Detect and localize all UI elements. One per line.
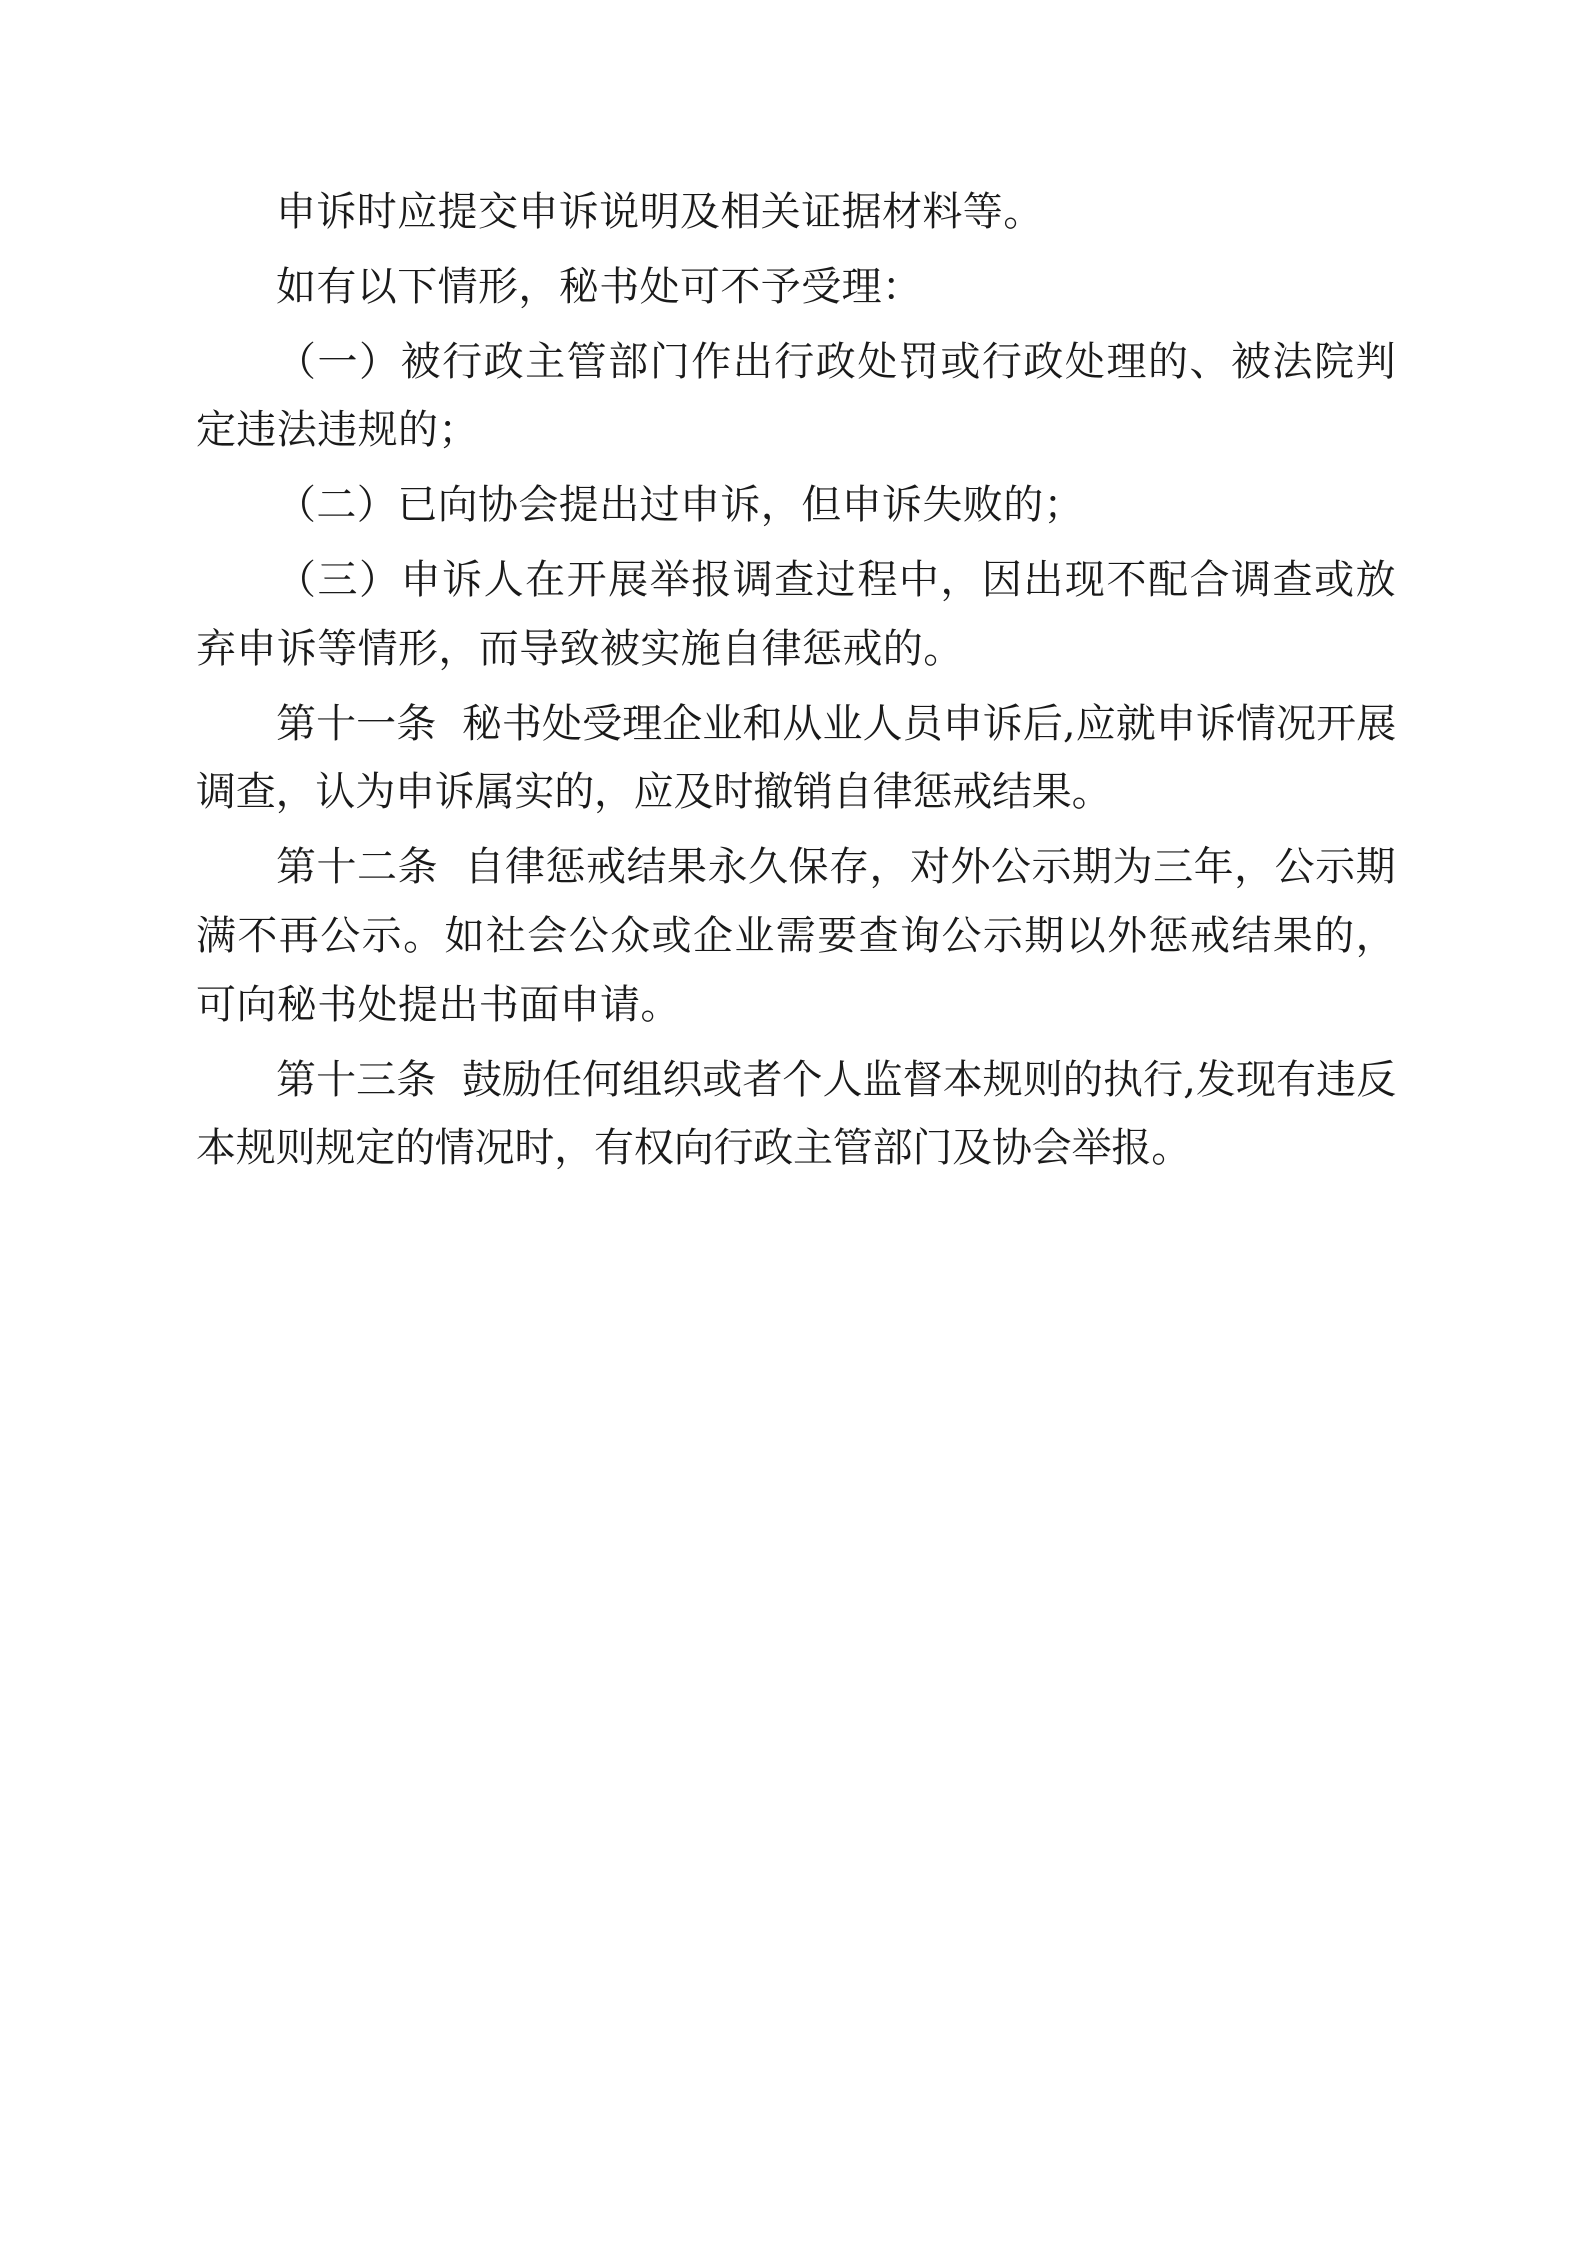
document-body — [196, 178, 1396, 1189]
paragraph-non-acceptance-intro: 如有以下情形，秘书处可不予受理： — [276, 263, 923, 310]
paragraph-article-eleven: 第十一条 秘书处受理企业和从业人员申诉后,应就申诉情况开展调查，认为申诉属实的，应及时撤销自律惩戒结果。 — [196, 700, 1396, 816]
paragraph-item-two: （二）已向协会提出过申诉，但申诉失败的； — [276, 482, 1084, 529]
paragraph-article-thirteen: 第十三条 鼓励任何组织或者个人监督本规则的执行,发现有违反本规则规定的情况时，有权向行政主管部门及协会举报。 — [196, 1056, 1396, 1172]
paragraph-appeal-materials: 申诉时应提交申诉说明及相关证据材料等。 — [276, 189, 1044, 235]
paragraph-item-one: （一）被行政主管部门作出行政处罚或行政处理的、被法院判定违法违规的； — [196, 338, 1396, 454]
paragraph-item-three: （三）申诉人在开展举报调查过程中，因出现不配合调查或放弃申诉等情形，而导致被实施自律惩戒的。 — [196, 556, 1396, 672]
paragraph-article-twelve: 第十二条 自律惩戒结果永久保存，对外公示期为三年，公示期满不再公示。如社会公众或企业需要查询公示期以外惩戒结果的，可向秘书处提出书面申请。 — [196, 844, 1396, 1028]
